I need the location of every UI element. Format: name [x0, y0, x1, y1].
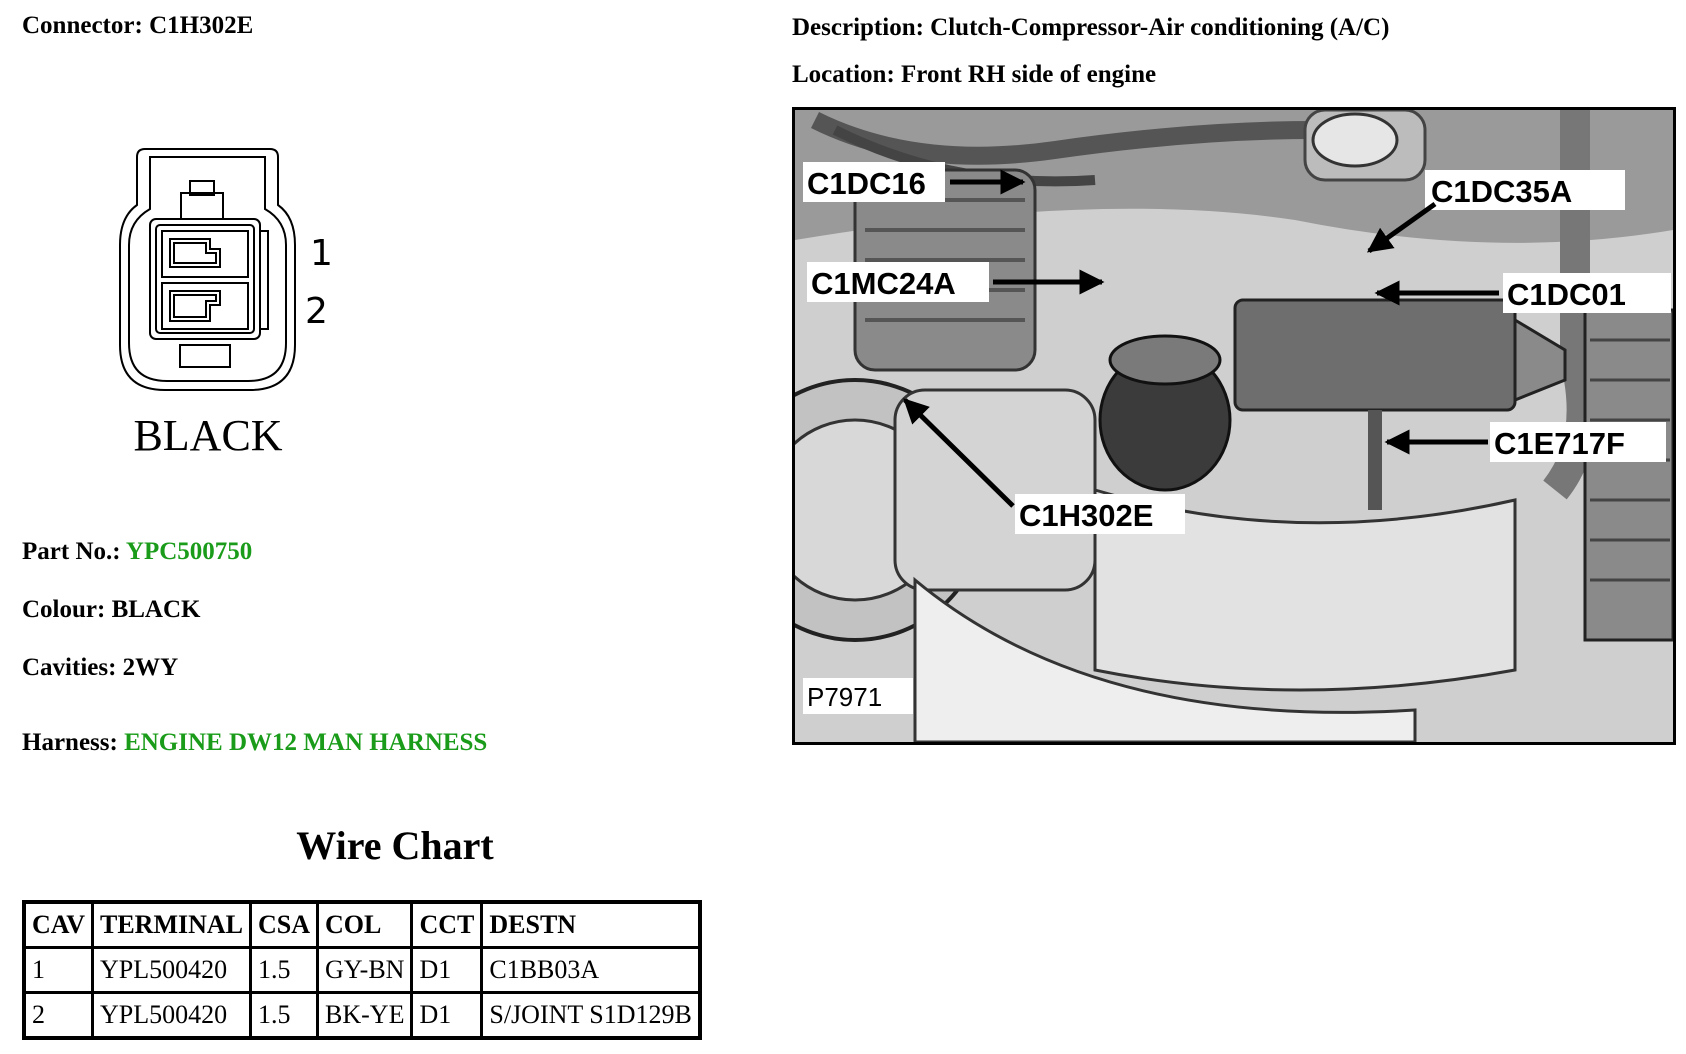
cell-cav: 1 [24, 948, 92, 993]
connector-face-diagram [110, 145, 380, 485]
header-terminal: TERMINAL [92, 902, 250, 948]
engine-location-image [792, 107, 1676, 745]
table-row [24, 993, 700, 1039]
cell-terminal: YPL500420 [92, 948, 250, 993]
location [792, 61, 1156, 89]
pin-2-label: 2 [305, 291, 328, 332]
cell-cct: D1 [412, 993, 482, 1039]
description-label: Description: [792, 14, 924, 41]
cell-cav: 2 [24, 993, 92, 1039]
pin-1-label: 1 [310, 233, 333, 274]
cell-col: BK-YE [318, 993, 412, 1039]
description-value: Clutch-Compressor-Air conditioning (A/C) [930, 14, 1390, 41]
colour [22, 596, 200, 624]
harness [22, 729, 487, 757]
harness-label: Harness: [22, 729, 118, 756]
cell-destn: S/JOINT S1D129B [482, 993, 700, 1039]
connector-title [22, 12, 253, 40]
colour-label: Colour: [22, 596, 106, 623]
location-value: Front RH side of engine [901, 61, 1157, 88]
header-col: COL [318, 902, 412, 948]
harness-link[interactable]: ENGINE DW12 MAN HARNESS [124, 729, 488, 756]
cavities [22, 654, 178, 682]
header-destn: DESTN [482, 902, 700, 948]
engine-illustration [795, 110, 1673, 742]
callout-c1dc01: C1DC01 [1507, 277, 1626, 312]
callout-c1e717f: C1E717F [1494, 426, 1625, 461]
connector-label: Connector: [22, 12, 143, 39]
header-cct: CCT [412, 902, 482, 948]
connector-color-label: BLACK [133, 411, 283, 460]
cavities-label: Cavities: [22, 654, 117, 681]
cell-destn: C1BB03A [482, 948, 700, 993]
table-header-row [24, 902, 700, 948]
callout-c1dc35a: C1DC35A [1431, 174, 1573, 209]
callout-c1h302e: C1H302E [1019, 498, 1154, 533]
cell-col: GY-BN [318, 948, 412, 993]
wire-chart-table [22, 900, 702, 1040]
header-csa: CSA [251, 902, 318, 948]
description [792, 14, 1389, 42]
table-row [24, 948, 700, 993]
colour-value: BLACK [111, 596, 201, 623]
wire-chart-title: Wire Chart [296, 823, 494, 868]
header-cav: CAV [24, 902, 92, 948]
part-number-label: Part No.: [22, 538, 121, 565]
photo-reference: P7971 [807, 682, 883, 712]
cell-terminal: YPL500420 [92, 993, 250, 1039]
callout-c1mc24a: C1MC24A [811, 266, 956, 301]
cell-cct: D1 [412, 948, 482, 993]
connector-value: C1H302E [149, 12, 254, 39]
cavities-value: 2WY [122, 654, 179, 681]
cell-csa: 1.5 [251, 948, 318, 993]
cell-csa: 1.5 [251, 993, 318, 1039]
part-number-link[interactable]: YPC500750 [125, 538, 253, 565]
callout-c1dc16: C1DC16 [807, 166, 926, 201]
part-number [22, 538, 252, 566]
location-label: Location: [792, 61, 895, 88]
